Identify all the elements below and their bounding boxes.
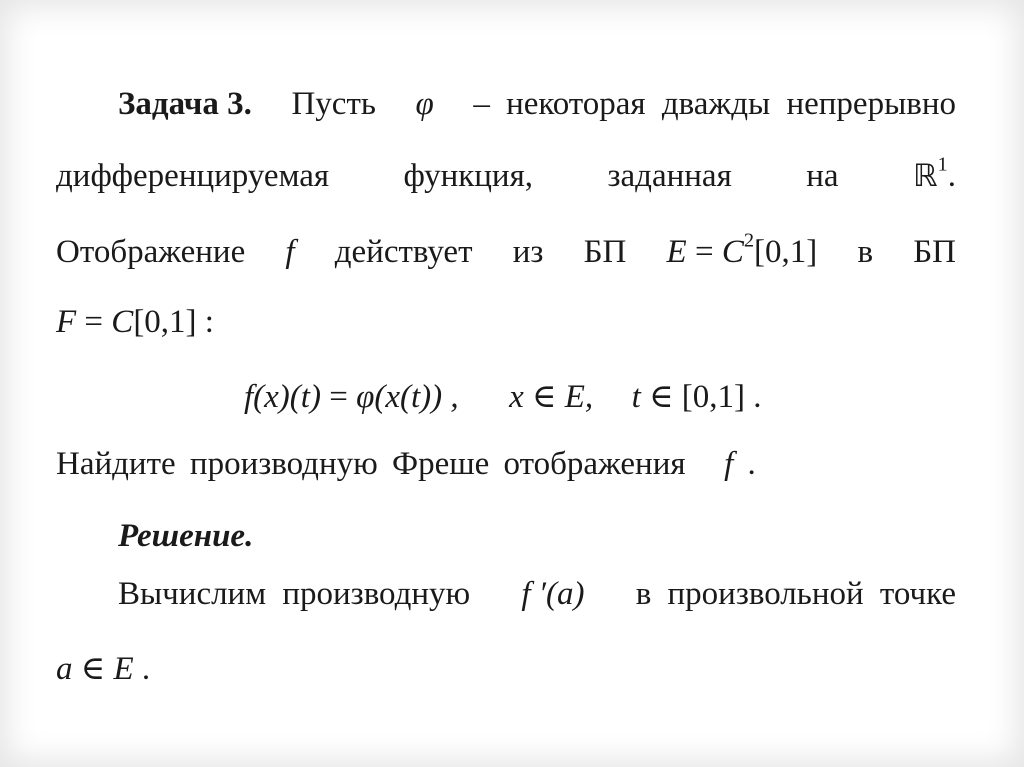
problem-line-1-rest: – некоторая дважды непрерывно xyxy=(473,86,956,122)
point-a-in-E: a ∈ E . xyxy=(56,651,151,687)
word-on: на xyxy=(806,158,839,194)
derivative-expression: f ′(a) xyxy=(521,576,585,612)
word-bp-1: БП xyxy=(583,234,627,270)
formula-lhs: f(x)(t) = φ(x(t)) , xyxy=(244,379,459,415)
task-f: f xyxy=(724,446,734,482)
word-given: заданная xyxy=(607,158,732,194)
word-bp-2: БП xyxy=(913,234,956,270)
word-differentiable: дифференцируемая xyxy=(56,158,330,194)
word-to: в xyxy=(857,234,874,270)
problem-title: Задача 3. xyxy=(118,86,252,122)
task-line: Найдите производную Фреше отображения f . xyxy=(56,446,756,482)
mapping-formula xyxy=(244,376,761,416)
space-F-definition: F = C[0,1] : xyxy=(56,304,214,340)
word-from: из xyxy=(512,234,544,270)
word-acts: действует xyxy=(334,234,473,270)
phi-symbol: φ xyxy=(415,86,434,122)
solution-line-2 xyxy=(56,648,150,688)
solution-heading: Решение. xyxy=(118,518,254,554)
task-text: Найдите производную Фреше отображения xyxy=(56,446,686,482)
problem-line-1 xyxy=(56,86,956,123)
word-mapping: Отображение xyxy=(56,234,246,270)
word-function: функция, xyxy=(403,158,534,194)
space-E-definition: $E = C^2[0,1]$ xyxy=(666,229,818,270)
formula-condition-x: x ∈ E, xyxy=(509,379,594,415)
problem-line-1-word: Пусть xyxy=(291,86,376,122)
problem-line-3 xyxy=(56,229,956,271)
solution-text: Вычислим производную xyxy=(118,576,471,612)
mapping-f: f xyxy=(285,234,295,270)
problem-line-2 xyxy=(56,153,956,195)
problem-line-4 xyxy=(56,304,214,341)
formula-condition-t: t ∈ [0,1] . xyxy=(631,379,762,415)
solution-rest: в произвольной точке xyxy=(635,576,956,612)
solution-line-1 xyxy=(56,576,956,613)
real-line-symbol: ℝ$^1$. xyxy=(912,153,956,194)
